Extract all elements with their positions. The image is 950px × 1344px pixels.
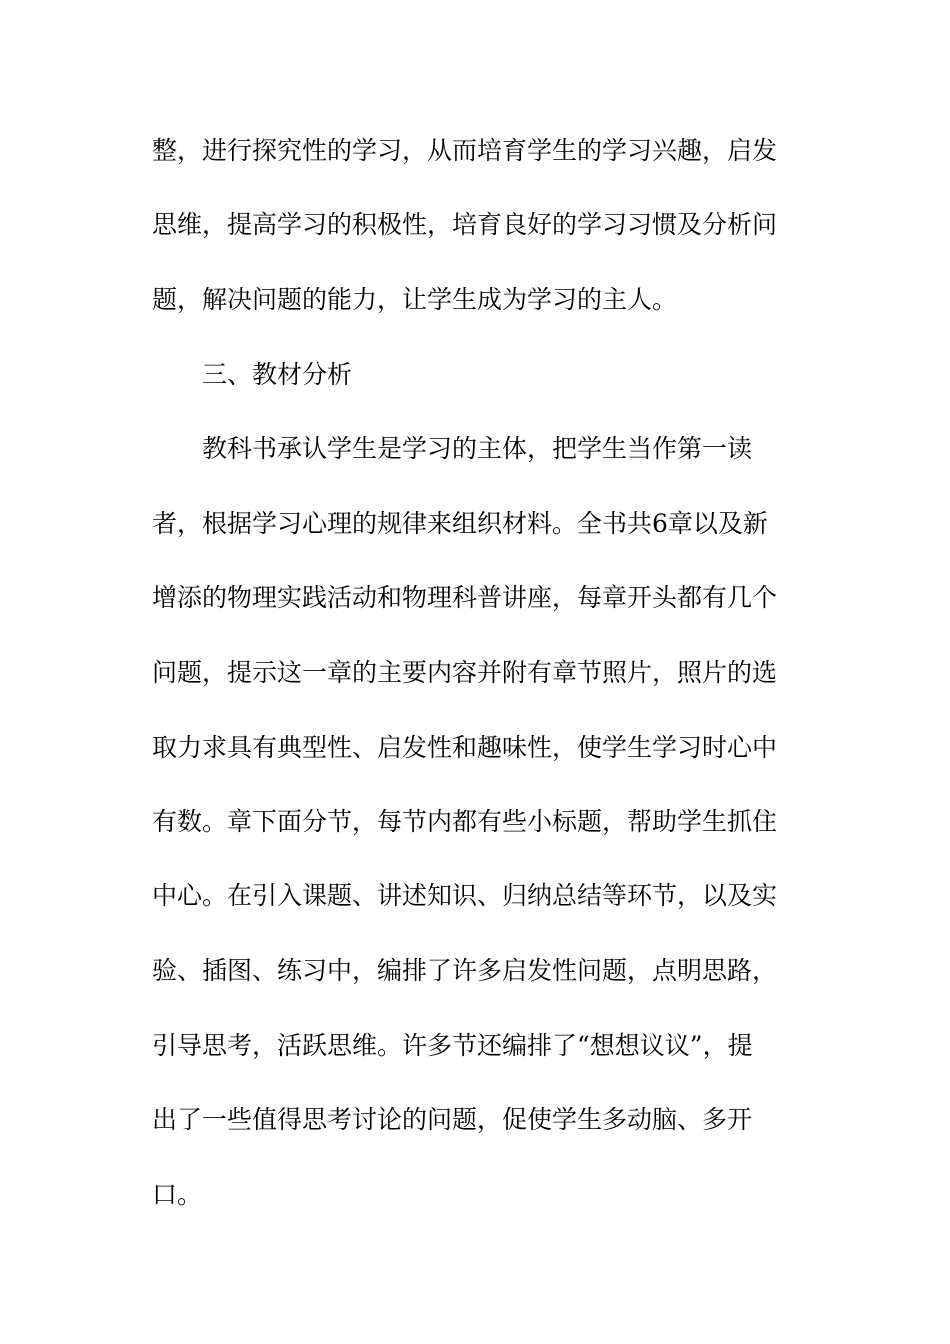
paragraph-line: 教科书承认学生是学习的主体，把学生当作第一读 bbox=[202, 434, 753, 463]
paragraph-line: 题，解决问题的能力，让学生成为学习的主人。 bbox=[152, 285, 678, 314]
paragraph-line: 验、插图、练习中，编排了许多启发性问题，点明思路， bbox=[152, 956, 778, 985]
paragraph-line: 思维，提高学习的积极性，培育良好的学习习惯及分析问 bbox=[152, 210, 778, 239]
paragraph-line: 出了一些值得思考讨论的问题，促使学生多动脑、多开 bbox=[152, 1105, 753, 1134]
section-heading: 三、教材分析 bbox=[202, 360, 353, 389]
paragraph-line: 中心。在引入课题、讲述知识、归纳总结等环节，以及实 bbox=[152, 881, 778, 910]
paragraph-line: 有数。章下面分节，每节内都有些小标题，帮助学生抓住 bbox=[152, 807, 778, 836]
paragraph-line: 口。 bbox=[152, 1180, 203, 1209]
paragraph-line: 引导思考，活跃思维。许多节还编排了“想想议议”，提 bbox=[152, 1031, 753, 1060]
paragraph-line: 问题，提示这一章的主要内容并附有章节照片，照片的选 bbox=[152, 658, 778, 687]
paragraph-line: 增添的物理实践活动和物理科普讲座，每章开头都有几个 bbox=[152, 583, 778, 612]
paragraph-line: 取力求具有典型性、启发性和趣味性，使学生学习时心中 bbox=[152, 733, 778, 762]
paragraph-line: 整，进行探究性的学习，从而培育学生的学习兴趣，启发 bbox=[152, 136, 778, 165]
paragraph-line: 者，根据学习心理的规律来组织材料。全书共6章以及新 bbox=[152, 509, 768, 538]
